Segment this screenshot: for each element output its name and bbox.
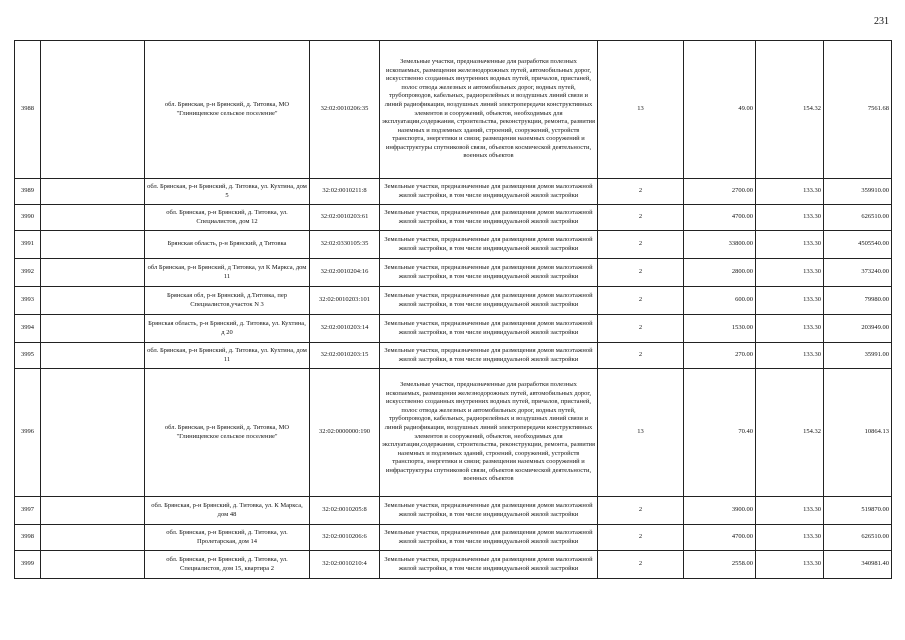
row-number: 3999 <box>15 551 41 579</box>
table-row <box>15 259 892 287</box>
row-number: 3991 <box>15 231 41 259</box>
land-use-cell: Земельные участки, предназначенные для разработки полезных ископаемых, размещения железнодорожных путей, автомобильных дорог, искусственно созданных внутренних водных путей, причалов, пристаней, полос отвода железных и автомобильных дорог, водных путей, трубопроводов, кабельных, радиорелейных и воздушных линий связи и линий радиофикации, воздушных линий электропередачи конструктивных элементов и сооружений, объектов, необходимых для эксплуатации,содержания, строительства, реконструкции, ремонта, развития наземных и подземных зданий, строений, сооружений, устройств транспорта, энергетики и связи; размещения наземных сооружений и инфраструктуры спутниковой связи, объектов космической деятельности, военных объектов <box>380 41 598 179</box>
area-cell: 1530.00 <box>684 315 756 343</box>
table-row <box>15 315 892 343</box>
rate-cell: 133.30 <box>756 287 824 315</box>
category-cell: 13 <box>598 41 684 179</box>
cadastral-number-cell: 32:02:0010206:35 <box>310 41 380 179</box>
land-use-cell: Земельные участки, предназначенные для размещения домов малоэтажной жилой застройки, в том числе индивидуальной жилой застройки <box>380 287 598 315</box>
address-cell: обл. Брянская, р-н Брянский, д. Титовка, МО "Глинищевское сельское поселение" <box>145 369 310 497</box>
empty-cell <box>41 41 145 179</box>
table-row <box>15 41 892 179</box>
table-row <box>15 343 892 369</box>
table-row <box>15 525 892 551</box>
empty-cell <box>41 343 145 369</box>
empty-cell <box>41 315 145 343</box>
rate-cell: 133.30 <box>756 231 824 259</box>
cadastral-number-cell: 32:02:0010210:4 <box>310 551 380 579</box>
land-use-cell: Земельные участки, предназначенные для размещения домов малоэтажной жилой застройки, в том числе индивидуальной жилой застройки <box>380 259 598 287</box>
area-cell: 2558.00 <box>684 551 756 579</box>
cadastral-value-cell: 519870.00 <box>824 497 892 525</box>
cadastral-value-cell: 4505540.00 <box>824 231 892 259</box>
rate-cell: 133.30 <box>756 259 824 287</box>
cadastral-value-cell: 626510.00 <box>824 525 892 551</box>
land-use-cell: Земельные участки, предназначенные для размещения домов малоэтажной жилой застройки, в том числе индивидуальной жилой застройки <box>380 551 598 579</box>
empty-cell <box>41 287 145 315</box>
cadastral-number-cell: 32:02:0010203:101 <box>310 287 380 315</box>
rate-cell: 133.30 <box>756 497 824 525</box>
category-cell: 2 <box>598 287 684 315</box>
empty-cell <box>41 551 145 579</box>
table-row <box>15 497 892 525</box>
area-cell: 2700.00 <box>684 179 756 205</box>
category-cell: 2 <box>598 231 684 259</box>
area-cell: 600.00 <box>684 287 756 315</box>
empty-cell <box>41 259 145 287</box>
row-number: 3998 <box>15 525 41 551</box>
land-use-cell: Земельные участки, предназначенные для размещения домов малоэтажной жилой застройки, в том числе индивидуальной жилой застройки <box>380 315 598 343</box>
address-cell: обл. Брянская, р-н Брянский, д. Титовка, ул. Кухтина, дом 11 <box>145 343 310 369</box>
row-number: 3995 <box>15 343 41 369</box>
row-number: 3990 <box>15 205 41 231</box>
cadastral-number-cell: 32:02:0010203:15 <box>310 343 380 369</box>
row-number: 3988 <box>15 41 41 179</box>
empty-cell <box>41 497 145 525</box>
cadastral-value-cell: 626510.00 <box>824 205 892 231</box>
category-cell: 2 <box>598 343 684 369</box>
address-cell: обл. Брянская, р-н Брянский, д. Титовка, ул. Специалистов, дом 15, квартира 2 <box>145 551 310 579</box>
page-number: 231 <box>874 16 889 27</box>
rate-cell: 133.30 <box>756 205 824 231</box>
category-cell: 2 <box>598 525 684 551</box>
table-row <box>15 551 892 579</box>
address-cell: обл Брянская, р-н Брянский, д Титовка, ул К Маркса, дом 11 <box>145 259 310 287</box>
address-cell: Брянская обл, р-н Брянский, д.Титовка, пер Специалистов,участок N 3 <box>145 287 310 315</box>
cadastral-value-cell: 79980.00 <box>824 287 892 315</box>
cadastral-number-cell: 32:02:0000000:190 <box>310 369 380 497</box>
land-use-cell: Земельные участки, предназначенные для размещения домов малоэтажной жилой застройки, в том числе индивидуальной жилой застройки <box>380 525 598 551</box>
category-cell: 2 <box>598 497 684 525</box>
land-use-cell: Земельные участки, предназначенные для размещения домов малоэтажной жилой застройки, в том числе индивидуальной жилой застройки <box>380 497 598 525</box>
cadastral-number-cell: 32:02:0010203:61 <box>310 205 380 231</box>
rate-cell: 133.30 <box>756 315 824 343</box>
land-use-cell: Земельные участки, предназначенные для разработки полезных ископаемых, размещения железнодорожных путей, автомобильных дорог, искусственно созданных внутренних водных путей, причалов, пристаней, полос отвода железных и автомобильных дорог, водных путей, трубопроводов, кабельных, радиорелейных и воздушных линий связи и линий радиофикации, воздушных линий электропередачи конструктивных элементов и сооружений, объектов, необходимых для эксплуатации,содержания, строительства, реконструкции, ремонта, развития наземных и подземных зданий, строений, сооружений, устройств транспорта, энергетики и связи; размещения наземных сооружений и инфраструктуры спутниковой связи, объектов космической деятельности, военных объектов <box>380 369 598 497</box>
area-cell: 3900.00 <box>684 497 756 525</box>
table-row <box>15 231 892 259</box>
cadastral-value-cell: 35991.00 <box>824 343 892 369</box>
cadastral-number-cell: 32:02:0010211:8 <box>310 179 380 205</box>
cadastral-value-table <box>14 40 892 579</box>
row-number: 3992 <box>15 259 41 287</box>
cadastral-value-cell: 373240.00 <box>824 259 892 287</box>
rate-cell: 133.30 <box>756 179 824 205</box>
address-cell: обл. Брянская, р-н Брянский, д. Титовка, ул. Пролетарская, дом 14 <box>145 525 310 551</box>
rate-cell: 133.30 <box>756 525 824 551</box>
area-cell: 270.00 <box>684 343 756 369</box>
address-cell: обл. Брянская, р-н Брянский, д. Титовка, ул. К Маркса, дом 48 <box>145 497 310 525</box>
table-row <box>15 179 892 205</box>
category-cell: 2 <box>598 259 684 287</box>
row-number: 3989 <box>15 179 41 205</box>
cadastral-number-cell: 32:02:0010204:16 <box>310 259 380 287</box>
category-cell: 2 <box>598 179 684 205</box>
cadastral-number-cell: 32:02:0010203:14 <box>310 315 380 343</box>
address-cell: Брянская область, р-н Брянский, д. Титовка, ул. Кухтина, д 20 <box>145 315 310 343</box>
row-number: 3996 <box>15 369 41 497</box>
rate-cell: 133.30 <box>756 343 824 369</box>
cadastral-value-cell: 10864.13 <box>824 369 892 497</box>
land-use-cell: Земельные участки, предназначенные для размещения домов малоэтажной жилой застройки, в том числе индивидуальной жилой застройки <box>380 179 598 205</box>
land-use-cell: Земельные участки, предназначенные для размещения домов малоэтажной жилой застройки, в том числе индивидуальной жилой застройки <box>380 205 598 231</box>
rate-cell: 154.32 <box>756 41 824 179</box>
empty-cell <box>41 369 145 497</box>
address-cell: обл. Брянская, р-н Брянский, д. Титовка, МО "Глинищевское сельское поселение" <box>145 41 310 179</box>
category-cell: 2 <box>598 315 684 343</box>
area-cell: 4700.00 <box>684 205 756 231</box>
empty-cell <box>41 205 145 231</box>
address-cell: Брянская область, р-н Брянский, д Титовка <box>145 231 310 259</box>
row-number: 3997 <box>15 497 41 525</box>
empty-cell <box>41 231 145 259</box>
rate-cell: 133.30 <box>756 551 824 579</box>
area-cell: 4700.00 <box>684 525 756 551</box>
rate-cell: 154.32 <box>756 369 824 497</box>
cadastral-number-cell: 32:02:0010206:6 <box>310 525 380 551</box>
area-cell: 33800.00 <box>684 231 756 259</box>
table-row <box>15 369 892 497</box>
table-row <box>15 205 892 231</box>
category-cell: 13 <box>598 369 684 497</box>
category-cell: 2 <box>598 551 684 579</box>
land-use-cell: Земельные участки, предназначенные для размещения домов малоэтажной жилой застройки, в том числе индивидуальной жилой застройки <box>380 343 598 369</box>
cadastral-value-cell: 203949.00 <box>824 315 892 343</box>
row-number: 3993 <box>15 287 41 315</box>
cadastral-number-cell: 32:02:0010205:8 <box>310 497 380 525</box>
address-cell: обл. Брянская, р-н Брянский, д. Титовка, ул. Специалистов, дом 12 <box>145 205 310 231</box>
cadastral-number-cell: 32:02:0330105:35 <box>310 231 380 259</box>
table-row <box>15 287 892 315</box>
row-number: 3994 <box>15 315 41 343</box>
cadastral-value-cell: 359910.00 <box>824 179 892 205</box>
empty-cell <box>41 525 145 551</box>
cadastral-value-cell: 340981.40 <box>824 551 892 579</box>
category-cell: 2 <box>598 205 684 231</box>
cadastral-value-cell: 7561.68 <box>824 41 892 179</box>
land-use-cell: Земельные участки, предназначенные для размещения домов малоэтажной жилой застройки, в том числе индивидуальной жилой застройки <box>380 231 598 259</box>
address-cell: обл. Брянская, р-н Брянский, д. Титовка, ул. Кухтина, дом 5 <box>145 179 310 205</box>
area-cell: 49.00 <box>684 41 756 179</box>
area-cell: 70.40 <box>684 369 756 497</box>
area-cell: 2800.00 <box>684 259 756 287</box>
empty-cell <box>41 179 145 205</box>
